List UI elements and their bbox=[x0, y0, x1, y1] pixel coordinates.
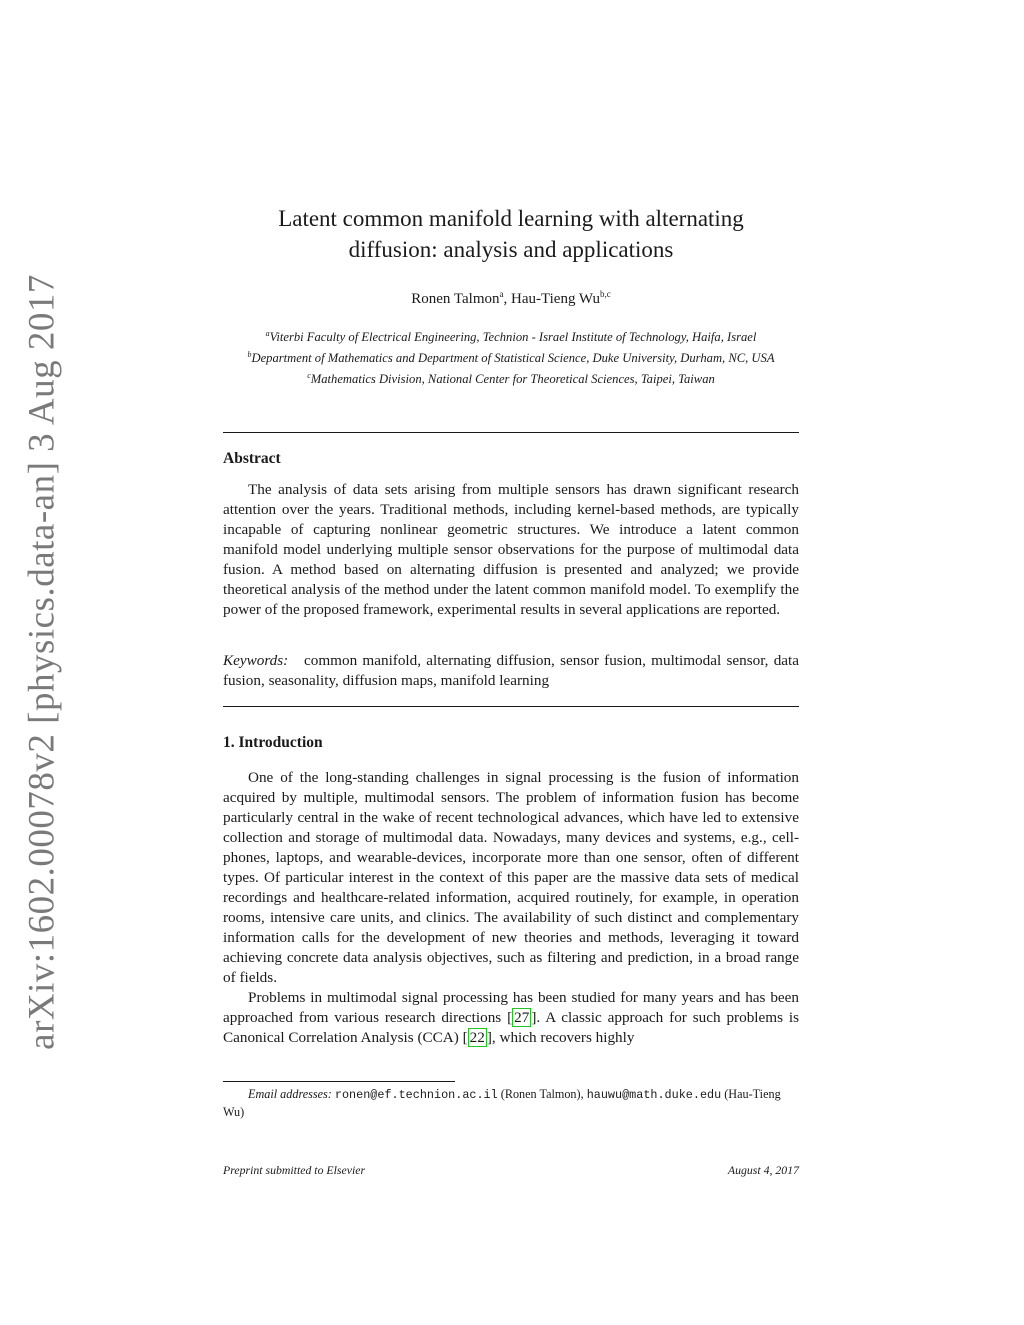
author-2-affil: b,c bbox=[599, 289, 611, 299]
affiliations bbox=[223, 325, 799, 389]
arxiv-stamp: arXiv:1602.00078v2 [physics.data-an] 3 Aug 2017 bbox=[21, 274, 63, 1050]
affiliation-a bbox=[223, 325, 799, 346]
footnote-label: Email addresses: bbox=[248, 1087, 332, 1101]
intro-paragraph-2: Problems in multimodal signal processing has been studied for many years and has been approached from various research directions [ 27 ]. A classic approach for such problems is Canonical Correlation Analysis (CCA) [ 22 ], which recovers highly bbox=[223, 989, 799, 1046]
email-link[interactable]: hauwu@math.duke.edu bbox=[586, 1088, 722, 1102]
affiliation-a-text: Viterbi Faculty of Electrical Engineering, Technion - Israel Institute of Technology, Haifa, Israel bbox=[269, 330, 757, 345]
preprint-date: August 4, 2017 bbox=[727, 1163, 799, 1177]
email-1-owner: (Ronen Talmon), bbox=[497, 1087, 587, 1101]
author-1: Ronen Talmon bbox=[411, 291, 500, 307]
intro-p2-text-b: . A classic approach for such problems is Canonical Correlation Analysis (CCA) bbox=[223, 1009, 799, 1046]
abstract-top-rule bbox=[223, 432, 799, 433]
abstract-text: The analysis of data sets arising from multiple sensors has drawn significant research attention over the years. Traditional methods, including kernel-based methods, are typically incapable of capturing nonlinear geometric structures. We introduce a latent common manifold model underlying multiple sensor observations for the purpose of multimodal data fusion. A method based on alternating diffusion is presented and analyzed; we provide theoretical analysis of the method under the latent common manifold model. To exemplify the power of the proposed framework, experimental results in several applications are reported. bbox=[223, 481, 799, 618]
keywords-label: Keywords: bbox=[223, 652, 289, 669]
preprint-footer bbox=[223, 1163, 799, 1178]
citation-link[interactable]: 22 bbox=[469, 1029, 485, 1046]
preprint-note: Preprint submitted to Elsevier bbox=[223, 1163, 366, 1177]
affiliation-c-text: Mathematics Division, National Center for Theoretical Sciences, Taipei, Taiwan bbox=[310, 372, 715, 387]
citation-link[interactable]: 27 bbox=[514, 1009, 530, 1026]
footnote-emails bbox=[223, 1086, 799, 1121]
email-2-owner: (Hau-Tieng Wu) bbox=[223, 1087, 781, 1119]
title-line-2: diffusion: analysis and applications bbox=[348, 237, 674, 262]
title-line-1: Latent common manifold learning with alternating bbox=[278, 206, 744, 231]
paper-title bbox=[223, 203, 799, 265]
footnote-rule bbox=[223, 1081, 455, 1082]
intro-p2-text-a: Problems in multimodal signal processing has been studied for many years and has been approached from various research directions bbox=[223, 989, 799, 1026]
author-1-affil: a bbox=[499, 289, 504, 299]
abstract-bottom-rule bbox=[223, 706, 799, 707]
section-heading-introduction: 1. Introduction bbox=[223, 734, 323, 751]
affiliation-c bbox=[223, 367, 799, 388]
author-2: Hau-Tieng Wu bbox=[511, 291, 600, 307]
affiliation-a-mark: a bbox=[265, 329, 270, 338]
intro-p2-text-c: , which recovers highly bbox=[491, 1029, 635, 1046]
keywords-text: common manifold, alternating diffusion, sensor fusion, multimodal sensor, data fusion, seasonality, diffusion maps, manifold learning bbox=[223, 652, 799, 689]
affiliation-b-mark: b bbox=[247, 350, 252, 360]
affiliation-b bbox=[223, 346, 799, 367]
email-link[interactable]: ronen@ef.technion.ac.il bbox=[334, 1088, 498, 1102]
author-separator: , bbox=[503, 291, 511, 307]
author-list bbox=[223, 289, 799, 308]
affiliation-b-text: Department of Mathematics and Department of Statistical Science, Duke University, Durham, NC, USA bbox=[251, 351, 775, 366]
keywords bbox=[223, 651, 799, 691]
abstract-heading: Abstract bbox=[223, 450, 281, 467]
intro-paragraph-1: One of the long-standing challenges in signal processing is the fusion of information acquired by multiple, multimodal sensors. The problem of information fusion has become particularly central in the wake of recent technological advances, which have led to extensive collection and storage of multimodal data. Nowadays, many devices and systems, e.g., cell-phones, laptops, and wearable-devices, incorporate more than one sensor, often of different types. Of particular interest in the context of this paper are the massive data sets of medical recordings and healthcare-related information, acquired routinely, for example, in operation rooms, intensive care units, and clinics. The availability of such distinct and complementary information calls for the development of new theories and methods, leveraging it toward achieving concrete data analysis objectives, such as filtering and prediction, in a broad range of fields. bbox=[223, 769, 799, 986]
affiliation-c-mark: c bbox=[307, 371, 311, 381]
